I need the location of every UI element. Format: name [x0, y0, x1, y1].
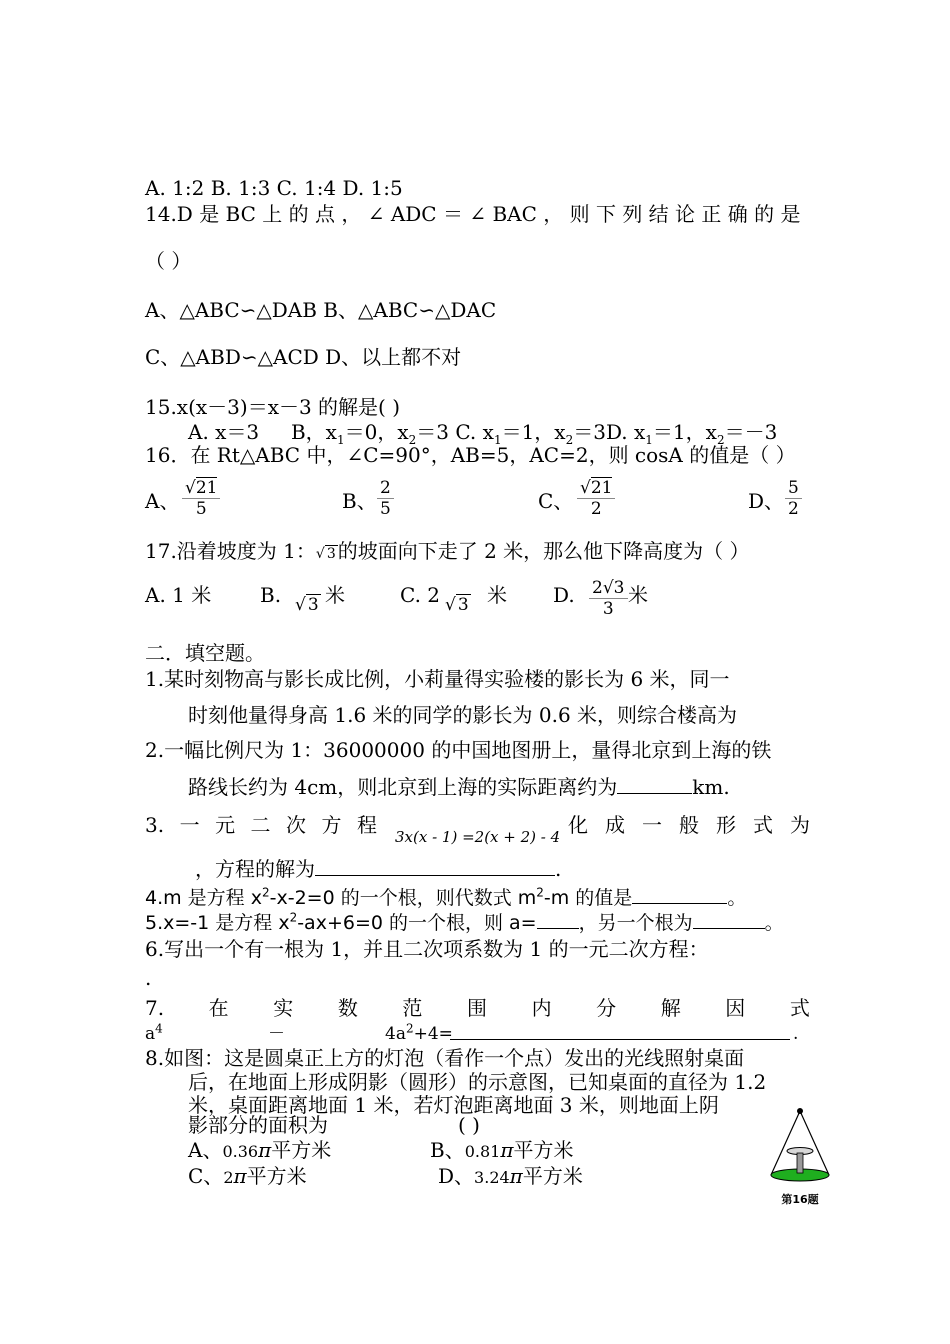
radicand: 3: [613, 578, 625, 598]
q14-paren: （ ）: [145, 249, 192, 273]
answer-blank[interactable]: [537, 910, 579, 929]
text: ，方程的解为: [195, 857, 315, 881]
sub: 2: [565, 433, 574, 447]
f7-line2: [145, 1021, 810, 1045]
opt-b: B、: [430, 1138, 465, 1162]
word: 范: [402, 996, 423, 1020]
f8-options-cd: [188, 1163, 853, 1191]
q14-options-cd: C、△ABD∽△ACD D、以上都不对: [145, 345, 462, 369]
f5-line: 5.x=-1 是方程 $x^2-ax+6=0$ 的一个根，则 a= ，另一个根为 。: [145, 910, 784, 934]
word: 式: [789, 996, 810, 1020]
text: ＝3: [416, 420, 449, 444]
unit: 平方米: [246, 1164, 307, 1188]
sup: 2: [405, 1021, 414, 1036]
opt-a: A、: [188, 1138, 223, 1162]
light-ray-left: [771, 1111, 800, 1175]
sub: 1: [645, 433, 653, 447]
text: ＝0，x: [344, 420, 409, 444]
f8-options-ab: [188, 1137, 853, 1165]
figure-caption: 第16题: [781, 1193, 819, 1206]
text: .: [793, 1024, 799, 1044]
answer-blank[interactable]: [450, 1021, 790, 1040]
sqrt3: √ 3: [295, 595, 319, 615]
table-leg: [797, 1153, 803, 1173]
sub: 1: [336, 433, 345, 447]
opt-d-wrap: [438, 1163, 583, 1191]
word: 成: [605, 813, 625, 837]
q14-options-ab: A、△ABC∽△DAB B、△ABC∽△DAC: [145, 298, 497, 322]
word: 元: [215, 813, 236, 837]
word: 二: [250, 813, 271, 837]
text: ＝1，x: [652, 420, 717, 444]
answer-blank[interactable]: [617, 775, 692, 794]
sup: 4: [155, 1021, 163, 1036]
text: ＝3D. x: [573, 420, 646, 444]
f8-line3: 米，桌面距离地面 1 米，若灯泡距离地面 3 米，则地面上阴: [188, 1093, 719, 1117]
q17-options: [145, 578, 810, 628]
q15-opt-c: C. x: [455, 420, 494, 444]
f3-equation: 3x(x - 1) =2(x + 2) - 4: [395, 828, 561, 846]
opt-d: D、: [438, 1164, 475, 1188]
word: 形: [716, 813, 736, 837]
text: 。: [764, 912, 784, 934]
light-ray-right: [800, 1111, 829, 1175]
denominator: 3: [602, 599, 614, 619]
f1-line2: 时刻他量得身高 1.6 米的同学的影长为 0.6 米，则综合楼高为: [188, 703, 738, 727]
q17-opt-d: D.: [553, 583, 575, 607]
f8-line2: 后，在地面上形成阴影（圆形）的示意图，已知桌面的直径为 1.2: [188, 1070, 767, 1094]
word: 内: [531, 996, 552, 1020]
denominator: 2: [590, 499, 602, 519]
text: 4.m 是方程 x: [145, 887, 262, 909]
fraction: $\frac{√21}{2}$: [577, 478, 615, 519]
bulb-point: [797, 1108, 803, 1114]
q16-question: 16．在 Rt△ABC 中，∠C=90°，AB=5，AC=2，则 cosA 的值是（ ）: [145, 443, 796, 467]
radicand: 3: [457, 595, 469, 615]
opt-c: C、: [188, 1164, 224, 1188]
answer-blank[interactable]: [632, 885, 727, 904]
f3-words-left: [145, 812, 377, 838]
word: 实: [273, 996, 294, 1020]
word: 在: [208, 996, 229, 1020]
q17-opt-a: A. 1 米: [145, 583, 212, 607]
f3-line2: [195, 856, 860, 882]
sqrt3: √ 3: [315, 546, 336, 562]
text: -ax+6=0 的一个根，则 a=: [297, 912, 537, 934]
f6-line1: 6.写出一个有一根为 1，并且二次项系数为 1 的一元二次方程：: [145, 937, 709, 961]
f6-line2: .: [145, 966, 152, 990]
text: ，另一个根为: [578, 912, 693, 934]
f7-line1: [145, 995, 810, 1021]
value: 0.36: [222, 1142, 259, 1161]
f8-line4: [188, 1112, 853, 1138]
q17-opt-b: B.: [260, 583, 282, 607]
word: 7.: [145, 996, 165, 1020]
q14-question: 14.D 是 BC 上 的 点 ， ∠ ADC ＝ ∠ BAC ， 则 下 列 结 论 正 确 的 是: [145, 202, 801, 226]
text: 5.x=-1 是方程 x: [145, 912, 290, 934]
sub: 2: [408, 433, 417, 447]
text: 影部分的面积为: [188, 1113, 328, 1137]
denominator: 5: [195, 499, 207, 519]
text: 17.沿着坡度为 1：: [145, 539, 316, 563]
paren: ( ): [458, 1113, 480, 1137]
word: 围: [466, 996, 487, 1020]
text: .: [555, 857, 562, 881]
opt-b-wrap: [430, 1137, 573, 1165]
q17-question: [145, 538, 810, 567]
text: 的坡面向下走了 2 米，那么他下降高度为（ ）: [337, 539, 750, 563]
unit: 平方米: [522, 1164, 583, 1188]
text: 4a: [385, 1024, 406, 1044]
q15-opt-a: A. x＝3: [188, 420, 260, 444]
value: 2: [223, 1168, 234, 1187]
denominator: 2: [788, 499, 799, 519]
term-4a2: [385, 1021, 453, 1047]
radicand: 21: [590, 478, 613, 498]
unit: km.: [692, 775, 730, 799]
text: +4=: [413, 1024, 453, 1044]
sub: 1: [493, 433, 502, 447]
radicand: 3: [326, 546, 336, 562]
radicand: 21: [195, 478, 218, 498]
word: 方: [321, 813, 342, 837]
lamp-table-figure: [765, 1105, 835, 1210]
value: 3.24: [474, 1168, 510, 1187]
text: 。: [727, 887, 747, 909]
word: 为: [790, 813, 810, 837]
unit: 米: [487, 583, 507, 607]
text: ＝1，x: [501, 420, 566, 444]
f2-line1: 2.一幅比例尺为 1：36000000 的中国地图册上，量得北京到上海的铁: [145, 738, 772, 762]
coef: 2: [592, 578, 603, 598]
section-title: 二．填空题。: [145, 641, 265, 665]
q16-opt-a: A、: [145, 489, 180, 513]
unit: 平方米: [271, 1138, 332, 1162]
numerator: 2: [377, 478, 394, 499]
radicand: 3: [307, 595, 319, 615]
text: -m 的值是: [543, 887, 633, 909]
fraction: $\frac{5}{2}$: [785, 478, 802, 519]
term-a4: [145, 1021, 163, 1047]
answer-blank[interactable]: [693, 910, 765, 929]
q17-opt-c: C. 2: [400, 583, 441, 607]
pi: π: [500, 1138, 514, 1162]
answer-blank[interactable]: [315, 857, 555, 876]
f8-line1: 8.如图：这是圆桌正上方的灯泡（看作一个点）发出的光线照射桌面: [145, 1046, 745, 1070]
fraction: $\frac{√21}{5}$: [182, 478, 220, 519]
sub: 2: [716, 433, 725, 447]
word: 3.: [145, 813, 165, 837]
unit: 平方米: [513, 1138, 574, 1162]
word: 数: [337, 996, 358, 1020]
word: 因: [725, 996, 746, 1020]
f2-line2: [188, 774, 853, 800]
unit: 米: [628, 583, 648, 607]
word: 次: [286, 813, 307, 837]
word: 一: [179, 813, 200, 837]
pi: π: [258, 1138, 272, 1162]
minus: －: [268, 1024, 285, 1044]
q13-options: A. 1:2 B. 1:3 C. 1:4 D. 1:5: [145, 176, 403, 200]
text: a: [145, 1024, 156, 1044]
word: 化: [568, 813, 588, 837]
q16-options: [145, 478, 810, 530]
q15-question: 15.x(x－3)＝x－3 的解是( ): [145, 395, 401, 419]
f1-line1: 1.某时刻物高与影长成比例，小莉量得实验楼的影长为 6 米，同一: [145, 667, 730, 691]
word: 解: [660, 996, 681, 1020]
word: 一: [642, 813, 662, 837]
denominator: 5: [380, 499, 391, 519]
word: 式: [753, 813, 773, 837]
value: 0.81: [464, 1142, 501, 1161]
pi: π: [233, 1164, 247, 1188]
f4-line: 4.m 是方程 $x^2-x-2=0$ 的一个根，则代数式 $m^2-m$ 的值是 。: [145, 885, 747, 909]
word: 分: [596, 996, 617, 1020]
q16-opt-b: B、: [342, 489, 377, 513]
f3-words-right: [568, 812, 810, 838]
text: -x-2=0 的一个根，则代数式 m: [269, 887, 537, 909]
fraction: [377, 478, 394, 519]
word: 般: [679, 813, 699, 837]
sqrt3: √ 3: [445, 595, 469, 615]
q15-opt-b: B，x: [290, 420, 337, 444]
pi: π: [509, 1164, 523, 1188]
word: 程: [357, 813, 377, 837]
q16-opt-d: D、: [748, 489, 785, 513]
unit: 米: [325, 583, 345, 607]
text: ＝－3: [724, 420, 778, 444]
fraction: $\frac{2√3}{3}$: [589, 578, 628, 619]
text: 路线长约为 4cm，则北京到上海的实际距离约为: [188, 775, 618, 799]
q16-opt-c: C、: [538, 489, 574, 513]
